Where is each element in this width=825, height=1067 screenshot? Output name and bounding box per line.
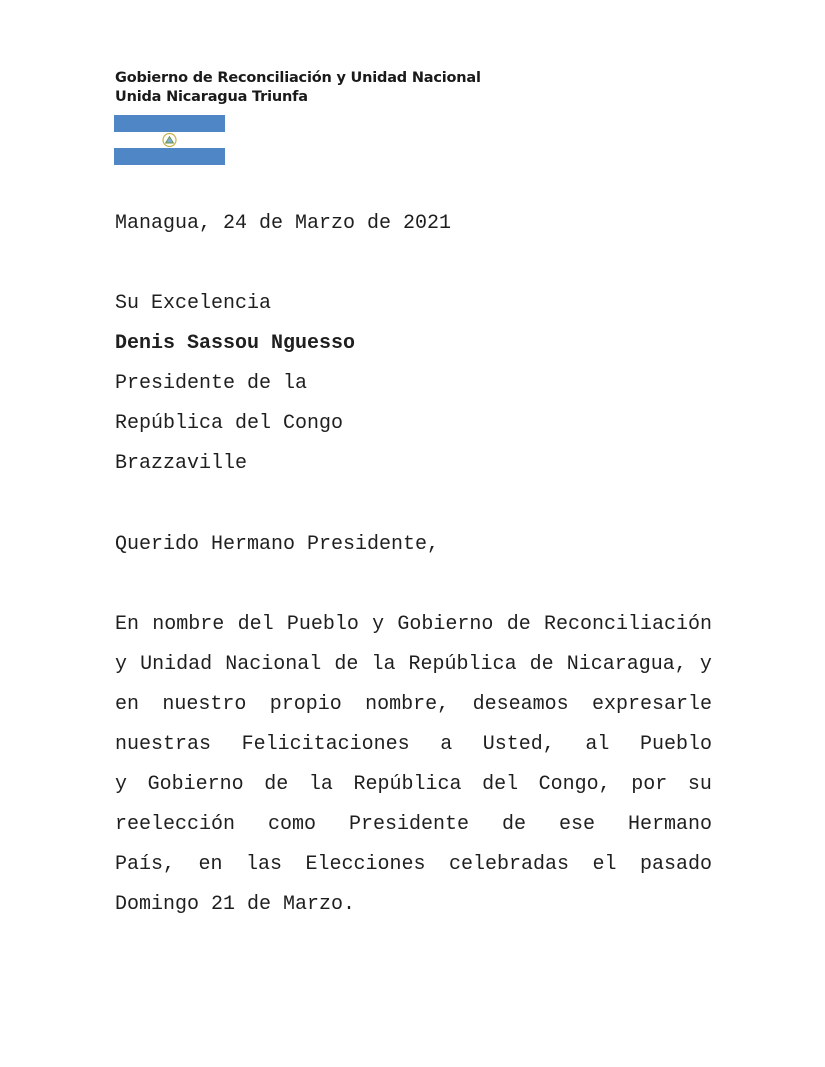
body-word: y xyxy=(115,653,128,676)
body-word: del xyxy=(482,773,519,796)
body-word: Congo, xyxy=(538,773,611,796)
body-line xyxy=(115,732,712,772)
salutation: Querido Hermano Presidente, xyxy=(115,533,440,556)
body-word: Usted, xyxy=(482,733,555,756)
body-word: Nacional xyxy=(225,653,322,676)
body-line xyxy=(115,612,712,652)
body-word: de xyxy=(334,653,359,676)
body-word: expresarle xyxy=(591,693,712,716)
body-word: al xyxy=(585,733,610,756)
recipient-address xyxy=(115,291,355,491)
body-word: en xyxy=(198,853,223,876)
letterhead-government-name: Gobierno de Reconciliación y Unidad Nacional xyxy=(115,70,481,86)
body-word: el xyxy=(592,853,617,876)
body-word: Felicitaciones xyxy=(241,733,410,756)
body-word: República xyxy=(353,773,462,796)
body-word: deseamos xyxy=(472,693,569,716)
body-word: En xyxy=(115,613,140,636)
body-word: Marzo. xyxy=(283,893,356,916)
body-word: de xyxy=(247,893,272,916)
body-word: de xyxy=(506,613,531,636)
flag-bottom-stripe xyxy=(114,148,225,165)
recipient-honorific: Su Excelencia xyxy=(115,292,272,315)
body-line xyxy=(115,652,712,692)
body-word: la xyxy=(308,773,333,796)
body-word: celebradas xyxy=(448,853,569,876)
body-word: de xyxy=(264,773,289,796)
body-word: Gobierno xyxy=(147,773,244,796)
recipient-title-line-2: República del Congo xyxy=(115,412,344,435)
body-word: de xyxy=(501,813,526,836)
letter-body-paragraph xyxy=(115,612,712,932)
body-word: y xyxy=(372,613,385,636)
recipient-title-line-1: Presidente de la xyxy=(115,372,308,395)
body-word: Presidente xyxy=(348,813,470,836)
nicaragua-flag-icon xyxy=(114,115,225,165)
body-line xyxy=(115,812,712,852)
body-word: en xyxy=(115,693,140,716)
body-word: nuestro xyxy=(162,693,247,716)
body-word: Nicaragua, xyxy=(566,653,687,676)
body-word: Pueblo xyxy=(286,613,359,636)
body-word: la xyxy=(371,653,396,676)
body-word: a xyxy=(440,733,453,756)
body-word: Unidad xyxy=(140,653,213,676)
body-word: las xyxy=(245,853,282,876)
body-word: Gobierno xyxy=(397,613,494,636)
body-word: Domingo xyxy=(115,893,200,916)
body-word: nombre, xyxy=(365,693,450,716)
body-line xyxy=(115,692,712,732)
body-word: ese xyxy=(558,813,595,836)
recipient-city: Brazzaville xyxy=(115,452,248,475)
body-word: y xyxy=(115,773,128,796)
recipient-name: Denis Sassou Nguesso xyxy=(115,332,356,355)
body-word: de xyxy=(529,653,554,676)
body-line xyxy=(115,852,712,892)
body-word: su xyxy=(687,773,712,796)
flag-top-stripe xyxy=(114,115,225,132)
body-word: Elecciones xyxy=(305,853,426,876)
body-word: Reconciliación xyxy=(543,613,712,636)
body-line xyxy=(115,772,712,812)
body-word: reelección xyxy=(115,813,236,836)
body-word: y xyxy=(699,653,712,676)
body-word: pasado xyxy=(639,853,712,876)
body-word: propio xyxy=(269,693,342,716)
body-word: por xyxy=(631,773,668,796)
body-line xyxy=(115,892,712,932)
body-word: País, xyxy=(115,853,176,876)
body-word: Pueblo xyxy=(639,733,712,756)
body-word: 21 xyxy=(211,893,236,916)
body-word: del xyxy=(237,613,274,636)
body-word: nombre xyxy=(152,613,225,636)
body-word: como xyxy=(268,813,317,836)
body-word: República xyxy=(408,653,517,676)
body-word: Hermano xyxy=(627,813,712,836)
letterhead-slogan: Unida Nicaragua Triunfa xyxy=(115,89,308,105)
letter-date: Managua, 24 de Marzo de 2021 xyxy=(115,212,452,235)
letterhead xyxy=(115,69,481,107)
body-word: nuestras xyxy=(115,733,212,756)
